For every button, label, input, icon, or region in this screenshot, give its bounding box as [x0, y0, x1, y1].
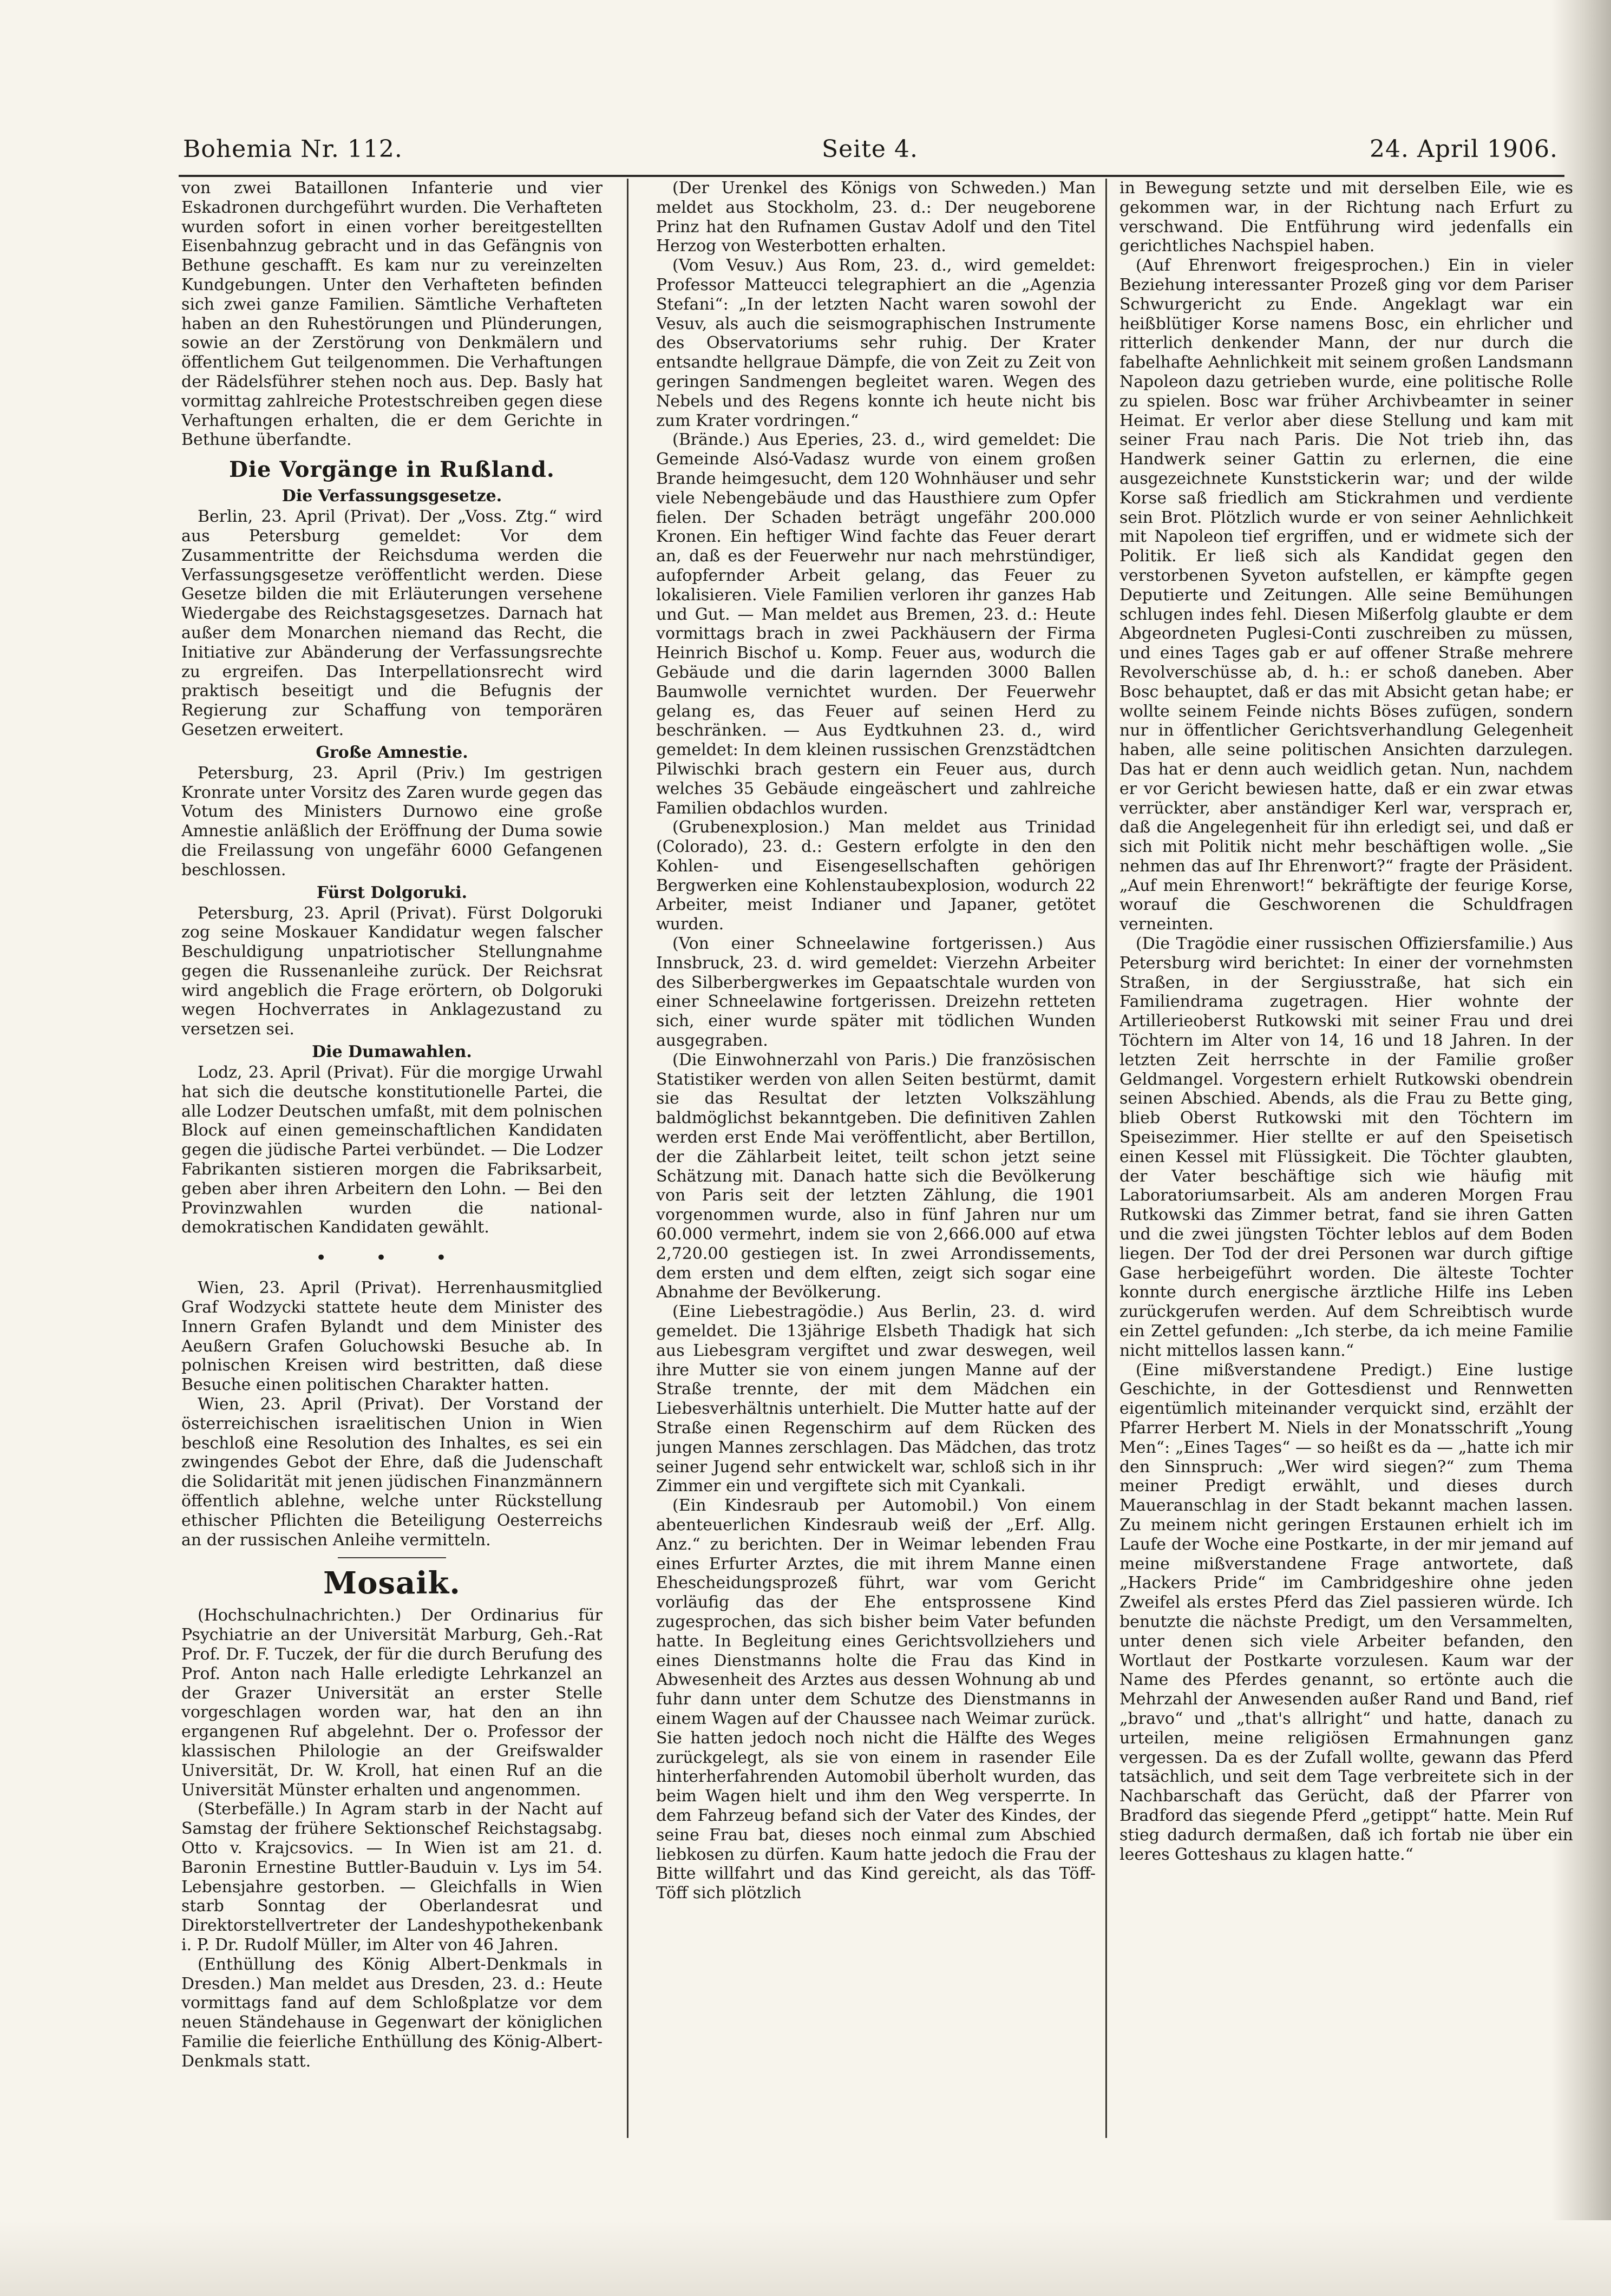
article-paragraph: (Vom Vesuv.) Aus Rom, 23. d., wird gemeldet: Professor Matteucci telegraphiert an die „Agenzia Stefani“: „In der letzten Nacht waren sowohl der Vesuv, als auch die seismographischen Instrumente des Observatoriums sehr ruhig. Der Krater entsandte hellgraue Dämpfe, die von Zeit zu Zeit von geringen Sandmengen begleitet waren. Wegen des Nebels und des Regens konnte ich heute nicht bis zum Krater vordringen.“: [656, 256, 1096, 430]
article-paragraph: Petersburg, 23. April (Privat). Fürst Dolgoruki zog seine Moskauer Kandidatur wegen falscher Beschuldigung unpatriotischer Stellungnahme gegen die Russenanleihe zurück. Der Reichsrat wird angeblich die Frage erörtern, ob Dolgoruki wegen Hochverrates in Anklagezustand zu versetzen sei.: [181, 903, 603, 1039]
article-paragraph: (Ein Kindesraub per Automobil.) Von einem abenteuerlichen Kindesraub weiß der „Erf. Allg. Anz.“ zu berichten. Der in Weimar lebenden Frau eines Erfurter Arztes, die mit ihrem Manne einen Ehescheidungsprozeß führt, war vom Gericht vorläufig das der Ehe entsprossene Kind zugesprochen, das sich bisher beim Vater befunden hatte. In Begleitung eines Gerichtsvollziehers und eines Dienstmanns holte die Frau das Kind in Abwesenheit des Arztes aus dessen Wohnung ab und fuhr dann unter dem Schutze des Dienstmanns in einem Wagen auf der Chaussee nach Weimar zurück. Sie hatten jedoch noch nicht die Hälfte des Weges zurückgelegt, als sie von einem in rasender Eile hinterherfahrenden Automobil überholt wurden, das beim Wagen hielt und ihm den Weg versperrte. In dem Fahrzeug befand sich der Vater des Kindes, der seine Frau bat, dieses noch einmal zum Abschied liebkosen zu dürfen. Kaum hatte jedoch die Frau der Bitte willfahrt und das Kind gereicht, als das Töff-Töff sich plötzlich: [656, 1496, 1096, 1903]
subheading: Die Verfassungsgesetze.: [281, 487, 502, 506]
subheading: Große Amnestie.: [316, 743, 468, 762]
issue-date: 24. April 1906.: [1369, 135, 1558, 163]
column-divider: [1105, 179, 1107, 2138]
section-heading: Die Vorgänge in Rußland.: [229, 457, 555, 483]
article-paragraph: (Eine Liebestragödie.) Aus Berlin, 23. d. wird gemeldet. Die 13jährige Elsbeth Thadigk hat sich aus Liebesgram vergiftet und zwar deswegen, weil ihre Mutter sie von einem jungen Manne auf der Straße trennte, der mit dem Mädchen ein Liebesverhältnis unterhielt. Die Mutter hatte auf der Straße einen Regenschirm auf dem Rücken des jungen Mannes zerschlagen. Das Mädchen, das trotz seiner Jugend sehr entwickelt war, schloß sich in ihr Zimmer ein und vergiftete sich mit Cyankali.: [656, 1302, 1096, 1496]
subheading: Fürst Dolgoruki.: [316, 883, 468, 902]
article-paragraph: (Hochschulnachrichten.) Der Ordinarius für Psychiatrie an der Universität Marburg, Geh.-Rat Prof. Dr. F. Tuczek, der für die durch Berufung des Prof. Anton nach Halle erledigte Lehrkanzel an der Grazer Universität an erster Stelle vorgeschlagen worden war, hat den an ihn ergangenen Ruf abgelehnt. Der o. Professor der klassischen Philologie an der Greifswalder Universität, Dr. W. Kroll, hat einen Ruf an die Universität Münster erhalten und angenommen.: [181, 1606, 603, 1800]
article-paragraph: Lodz, 23. April (Privat). Für die morgige Urwahl hat sich die deutsche konstitutionelle Partei, die alle Lodzer Deutschen umfaßt, mit dem polnischen Block auf einen gemeinschaftlichen Kandidaten gegen die jüdische Partei verbündet. — Die Lodzer Fabrikanten sistieren morgen die Fabriksarbeit, geben aber ihren Arbeitern den Lohn. — Bei den Provinzwahlen wurden die national-demokratischen Kandidaten gewählt.: [181, 1063, 603, 1237]
article-paragraph: (Eine mißverstandene Predigt.) Eine lustige Geschichte, in der Gottesdienst und Rennwetten eigentümlich miteinander verquickt sind, erzählt der Pfarrer Herbert M. Niels in der Monatsschrift „Young Men“: „Eines Tages“ — so heißt es da — „hatte ich mir den Sinnspruch: „Wer wird siegen?“ zum Thema meiner Predigt erwählt, und dieses durch Maueranschlag in der Stadt bekannt machen lassen. Zu meinem nicht geringen Erstaunen erhielt ich im Laufe der Woche eine Postkarte, in der mir jemand auf meine mißverstandene Frage antwortete, daß „Hackers Pride“ im Cambridgeshire ohne jeden Zweifel als erstes Pferd das Ziel passieren würde. Ich benutzte die nächste Predigt, um den Versammelten, unter denen sich viele Arbeiter befanden, den Wortlaut der Postkarte vorzulesen. Kaum war der Name des Pferdes genannt, so ertönte auch die Mehrzahl der Anwesenden außer Rand und Band, rief „bravo“ und „that's allright“ und hatte, danach zu urteilen, meine religiösen Ermahnungen ganz vergessen. Da es der Zufall wollte, gewann das Pferd tatsächlich, und seit dem Tage verbreitete sich in der Nachbarschaft das Gerücht, daß der Pfarrer von Bradford das siegende Pferd „getippt“ hatte. Mein Ruf stieg dadurch dermaßen, daß ich fortab nie über ein leeres Gotteshaus zu klagen hatte.“: [1119, 1360, 1573, 1864]
article-paragraph: (Grubenexplosion.) Man meldet aus Trinidad (Colorado), 23. d.: Gestern erfolgte in den den Kohlen- und Eisengesellschaften gehörigen Bergwerken eine Kohlenstaubexplosion, wodurch 22 Arbeiter, meist Indianer und Japaner, getötet wurden.: [656, 818, 1096, 934]
column-1: [181, 179, 603, 2149]
article-paragraph: (Brände.) Aus Eperies, 23. d., wird gemeldet: Die Gemeinde Alsó-Vadasz wurde von einem großen Brande heimgesucht, dem 120 Wohnhäuser und sehr viele Nebengebäude und das Hausthiere zum Opfer fielen. Der Schaden beträgt ungefähr 200.000 Kronen. Ein heftiger Wind fachte das Feuer derart an, daß es der Feuerwehr nur nach mehrstündiger, aufopfernder Arbeit gelang, das Feuer zu lokalisieren. Viele Familien verloren ihr ganzes Hab und Gut. — Man meldet aus Bremen, 23. d.: Heute vormittags brach in zwei Packhäusern der Firma Heinrich Bischof u. Komp. Feuer aus, wodurch die Gebäude und die darin lagernden 3000 Ballen Baumwolle vernichtet wurden. Der Feuerwehr gelang es, das Feuer auf seinen Herd zu beschränken. — Aus Eydtkuhnen 23. d., wird gemeldet: In dem kleinen russischen Grenzstädtchen Pilwischki brach gestern ein Feuer aus, durch welches 35 Gebäude eingeäschert und zahlreiche Familien obdachlos wurden.: [656, 430, 1096, 818]
article-continuation: in Bewegung setzte und mit derselben Eile, wie es gekommen war, in der Richtung nach Erfurt zu verschwand. Die Entführung wird jedenfalls ein gerichtliches Nachspiel haben.: [1119, 179, 1573, 256]
article-paragraph: (Enthüllung des König Albert-Denkmals in Dresden.) Man meldet aus Dresden, 23. d.: Heute vormittags fand auf dem Schloßplatze vor dem neuen Ständehause in Gegenwart der königlichen Familie die feierliche Enthüllung des König-Albert-Denkmals statt.: [181, 1954, 603, 2071]
article-paragraph: (Von einer Schneelawine fortgerissen.) Aus Innsbruck, 23. d. wird gemeldet: Vierzehn Arbeiter des Silberbergwerkes im Gepaatschtale wurden von einer Schneelawine fortgerissen. Dreizehn retteten sich, einer wurde später mit tödlichen Wunden ausgegraben.: [656, 934, 1096, 1051]
article-paragraph: (Auf Ehrenwort freigesprochen.) Ein in vieler Beziehung interessanter Prozeß ging vor dem Pariser Schwurgericht zu Ende. Angeklagt war ein heißblütiger Korse namens Bosc, ein ehrlicher und ritterlich denkender Mann, der nur durch die fabelhafte Aehnlichkeit mit seinem großen Landsmann Napoleon dazu getrieben wurde, eine politische Rolle zu spielen. Bosc war früher Archivbeamter in seiner Heimat. Er verlor aber diese Stellung und kam mit seiner Frau nach Paris. Die Not trieb ihn, das Handwerk seiner Gattin zu erlernen, die eine ausgezeichnete Kunststickerin war; und der wilde Korse saß friedlich am Stickrahmen und verdiente sein Brot. Plötzlich wurde er von seiner Aehnlichkeit mit Napoleon tief ergriffen, und er widmete sich der Politik. Er ließ sich als Kandidat gegen den verstorbenen Syveton aufstellen, er kämpfte gegen Deputierte und Zeitungen. Alle seine Bemühungen schlugen indes fehl. Diesen Mißerfolg glaubte er dem Abgeordneten Puglesi-Conti zuschreiben zu müssen, und eines Tages gab er auf offener Straße mehrere Revolverschüsse ab, d. h.: er schoß daneben. Aber Bosc behauptet, daß er das mit Absicht getan habe; er wollte seinem Feinde nichts Böses zufügen, sondern nur in öffentlicher Gerichtsverhandlung Gelegenheit haben, alle seine politischen Ansichten darzulegen. Das hat er denn auch weidlich getan. Nun, nachdem er vor Gericht bewiesen hatte, daß er ein zwar etwas verrückter, aber anständiger Kerl war, versprach er, daß die Angelegenheit für ihn erledigt sei, und daß er sich mit Politik nicht mehr beschäftigen wolle. „Sie nehmen das auf Ihr Ehrenwort?“ fragte der Präsident. „Auf mein Ehrenwort!“ bekräftigte der feurige Korse, worauf die Geschworenen die Schuldfragen verneinten.: [1119, 256, 1573, 934]
page-number: Seite 4.: [822, 135, 918, 163]
article-paragraph: Wien, 23. April (Privat). Herrenhausmitglied Graf Wodzycki stattete heute dem Minister des Innern Grafen Bylandt und dem Minister des Aeußern Grafen Goluchowski Besuche ab. In polnischen Kreisen wird bestritten, daß diese Besuche einen politischen Charakter hatten.: [181, 1278, 603, 1395]
article-paragraph: Petersburg, 23. April (Priv.) Im gestrigen Kronrate unter Vorsitz des Zaren wurde gegen das Votum des Ministers Durnowo eine große Amnestie anläßlich der Eröffnung der Duma sowie die Freilassung von ungefähr 6000 Gefangenen beschlossen.: [181, 763, 603, 880]
article-paragraph: (Die Tragödie einer russischen Offiziersfamilie.) Aus Petersburg wird berichtet: In einer der vornehmsten Straßen, in der Sergiusstraße, hat sich ein Familiendrama zugetragen. Hier wohnte der Artillerieoberst Rutkowski mit seiner Frau und drei Töchtern im Alter von 14, 16 und 18 Jahren. In der letzten Zeit herrschte in der Familie großer Geldmangel. Vorgestern erhielt Rutkowski obendrein seinen Abschied. Abends, als die Frau zu Bette ging, blieb Oberst Rutkowski mit den Töchtern im Speisezimmer. Hier stellte er auf den Speisetisch einen Kessel mit Flüssigkeit. Die Töchter glaubten, der Vater beschäftige sich wie häufig mit Laboratoriumsarbeit. Als am anderen Morgen Frau Rutkowski das Zimmer betrat, fand sie ihren Gatten und die zwei jüngsten Töchter leblos auf dem Boden liegen. Der Tod der drei Personen war durch giftige Gase herbeigeführt worden. Die älteste Tochter konnte durch energische ärztliche Hilfe ins Leben zurückgerufen werden. Auf dem Schreibtisch wurde ein Zettel gefunden: „Ich sterbe, da ich meine Familie nicht mittellos lassen kann.“: [1119, 934, 1573, 1360]
section-dots: • • •: [316, 1247, 468, 1269]
newspaper-issue: Bohemia Nr. 112.: [183, 135, 403, 163]
header-rule: [179, 175, 1564, 177]
column-divider: [627, 179, 628, 2138]
article-paragraph: Wien, 23. April (Privat). Der Vorstand der österreichischen israelitischen Union in Wien beschloß eine Resolution des Inhaltes, es sei ein zwingendes Gebot der Ehre, daß die Judenschaft die Solidarität mit jenen jüdischen Finanzmännern öffentlich ablehne, welche unter Rückstellung ethischer Pflichten die Beteiligung Oesterreichs an der russischen Anleihe vermitteln.: [181, 1395, 603, 1550]
page-bottom-margin: [0, 2220, 1611, 2296]
section-heading: Mosaik.: [323, 1565, 461, 1602]
article-paragraph: (Sterbefälle.) In Agram starb in der Nacht auf Samstag der frühere Sektionschef Reichstagsabg. Otto v. Krajcsovics. — In Wien ist am 21. d. Baronin Ernestine Buttler-Bauduin v. Lys im 54. Lebensjahre gestorben. — Gleichfalls in Wien starb Sonntag der Oberlandesrat und Direktorstellvertreter der Landeshypothekenbank i. P. Dr. Rudolf Müller, im Alter von 46 Jahren.: [181, 1800, 603, 1954]
article-continuation: von zwei Bataillonen Infanterie und vier Eskadronen durchgeführt wurden. Die Verhafteten wurden sofort in einen vorher bereitgestellten Eisenbahnzug gebracht und in das Gefängnis von Bethune geschafft. Es kam nur zu vereinzelten Kundgebungen. Unter den Verhafteten befinden sich zwei ganze Familien. Sämtliche Verhafteten haben an den Ruhestörungen und Plünderungen, sowie an der Zerstörung von Denkmälern und öffentlichem Gut teilgenommen. Die Verhaftungen der Rädelsführer stehen noch aus. Dep. Basly hat vormittag zahlreiche Protestschreiben gegen diese Verhaftungen erhalten, die er dem Gerichte in Bethune überfandte.: [181, 179, 603, 450]
section-rule: [338, 1557, 446, 1558]
article-paragraph: (Der Urenkel des Königs von Schweden.) Man meldet aus Stockholm, 23. d.: Der neugeborene Prinz hat den Rufnamen Gustav Adolf und den Titel Herzog von Westerbotten erhalten.: [656, 179, 1096, 256]
subheading: Die Dumawahlen.: [312, 1042, 472, 1062]
article-paragraph: (Die Einwohnerzahl von Paris.) Die französischen Statistiker werden von allen Seiten bestürmt, damit sie das Resultat der letzten Volkszählung baldmöglichst bekanntgeben. Die definitiven Zahlen werden erst Ende Mai veröffentlicht, aber Bertillon, der die Zählarbeit leitet, teilt schon jetzt seine Schätzung mit. Danach hatte sich die Bevölkerung von Paris seit der letzten Zählung, die 1901 vorgenommen wurde, also in fünf Jahren nur um 60.000 vermehrt, indem sie von 2,666.000 auf etwa 2,720.00 gestiegen ist. In zwei Arrondissements, dem ersten und dem elften, zeigt sich sogar eine Abnahme der Bevölkerung.: [656, 1050, 1096, 1302]
article-paragraph: Berlin, 23. April (Privat). Der „Voss. Ztg.“ wird aus Petersburg gemeldet: Vor dem Zusammentritte der Reichsduma werden die Verfassungsgesetze veröffentlicht werden. Diese Gesetze bilden die mit Erläuterungen versehene Wiedergabe des Reichstagsgesetzes. Darnach hat außer dem Monarchen niemand das Recht, die Initiative zur Abänderung der Verfassungsrechte zu ergreifen. Das Interpellationsrecht wird praktisch beseitigt und die Befugnis der Regierung zur Schaffung von temporären Gesetzen erweitert.: [181, 507, 603, 739]
page-header: [183, 135, 1558, 169]
column-2: [656, 179, 1096, 2149]
column-3: [1119, 179, 1573, 2149]
